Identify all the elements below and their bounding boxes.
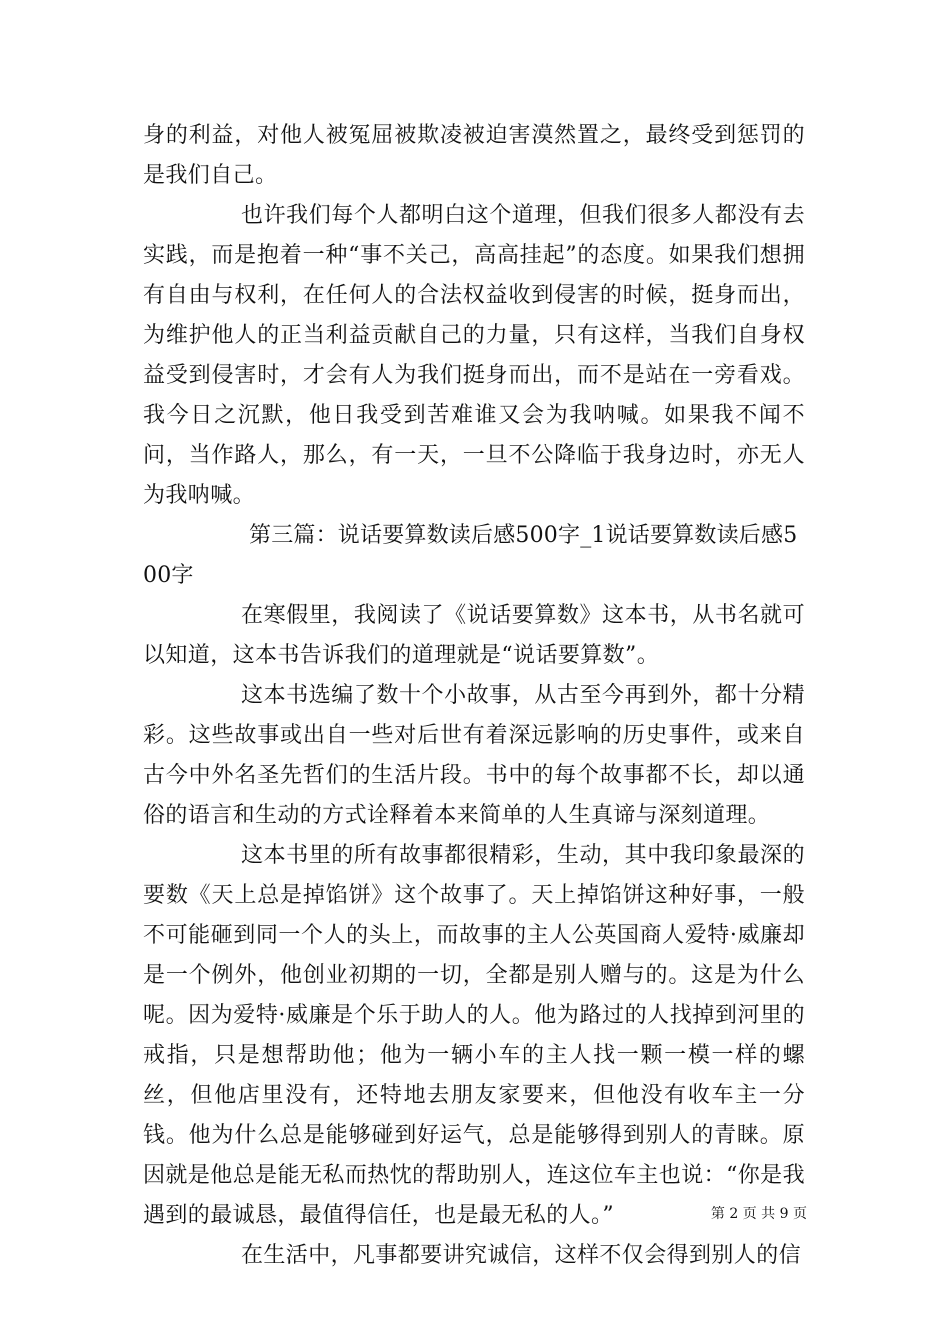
page-number-footer: 第 2 页 共 9 页 bbox=[710, 1206, 807, 1222]
paragraph: 也许我们每个人都明白这个道理，但我们很多人都没有去实践，而是抱着一种“事不关己，高高挂起”的态度。如果我们想拥有自由与权利，在任何人的合法权益收到侵害的时候，挺身而出，为维护他人的正当利益贡献自己的力量，只有这样，当我们自身权益受到侵害时，才会有人为我们挺身而出，而不是站在一旁看戏。我今日之沉默，他日我受到苦难谁又会为我呐喊。如果我不闻不问，当作路人，那么，有一天，一旦不公降临于我身边时，亦无人为我呐喊。 bbox=[143, 203, 805, 508]
paragraph: 身的利益，对他人被冤屈被欺凌被迫害漠然置之，最终受到惩罚的是我们自己。 bbox=[143, 123, 805, 188]
paragraph: 这本书选编了数十个小故事，从古至今再到外，都十分精彩。这些故事或出自一些对后世有着深远影响的历史事件，或来自古今中外名圣先哲们的生活片段。书中的每个故事都不长，却以通俗的语言和生动的方式诠释着本来简单的人生真谛与深刻道理。 bbox=[143, 683, 805, 828]
document-body bbox=[143, 116, 805, 1276]
paragraph: 在生活中，凡事都要讲究诚信，这样不仅会得到别人的信 bbox=[241, 1243, 802, 1268]
section-heading: 第三篇：说话要算数读后感500字_1说话要算数读后感500字 bbox=[143, 523, 798, 588]
paragraph: 在寒假里，我阅读了《说话要算数》这本书，从书名就可以知道，这本书告诉我们的道理就是“说话要算数”。 bbox=[143, 603, 805, 668]
paragraph: 这本书里的所有故事都很精彩，生动，其中我印象最深的要数《天上总是掉馅饼》这个故事了。天上掉馅饼这种好事，一般不可能砸到同一个人的头上，而故事的主人公英国商人爱特·威廉却是一个例外，他创业初期的一切，全都是别人赠与的。这是为什么呢。因为爱特·威廉是个乐于助人的人。他为路过的人找掉到河里的戒指，只是想帮助他；他为一辆小车的主人找一颗一模一样的螺丝，但他店里没有，还特地去朋友家要来，但他没有收车主一分钱。他为什么总是能够碰到好运气，总是能够得到别人的青睐。原因就是他总是能无私而热忱的帮助别人，连这位车主也说：“你是我遇到的最诚恳，最值得信任，也是最无私的人。” bbox=[143, 843, 805, 1228]
